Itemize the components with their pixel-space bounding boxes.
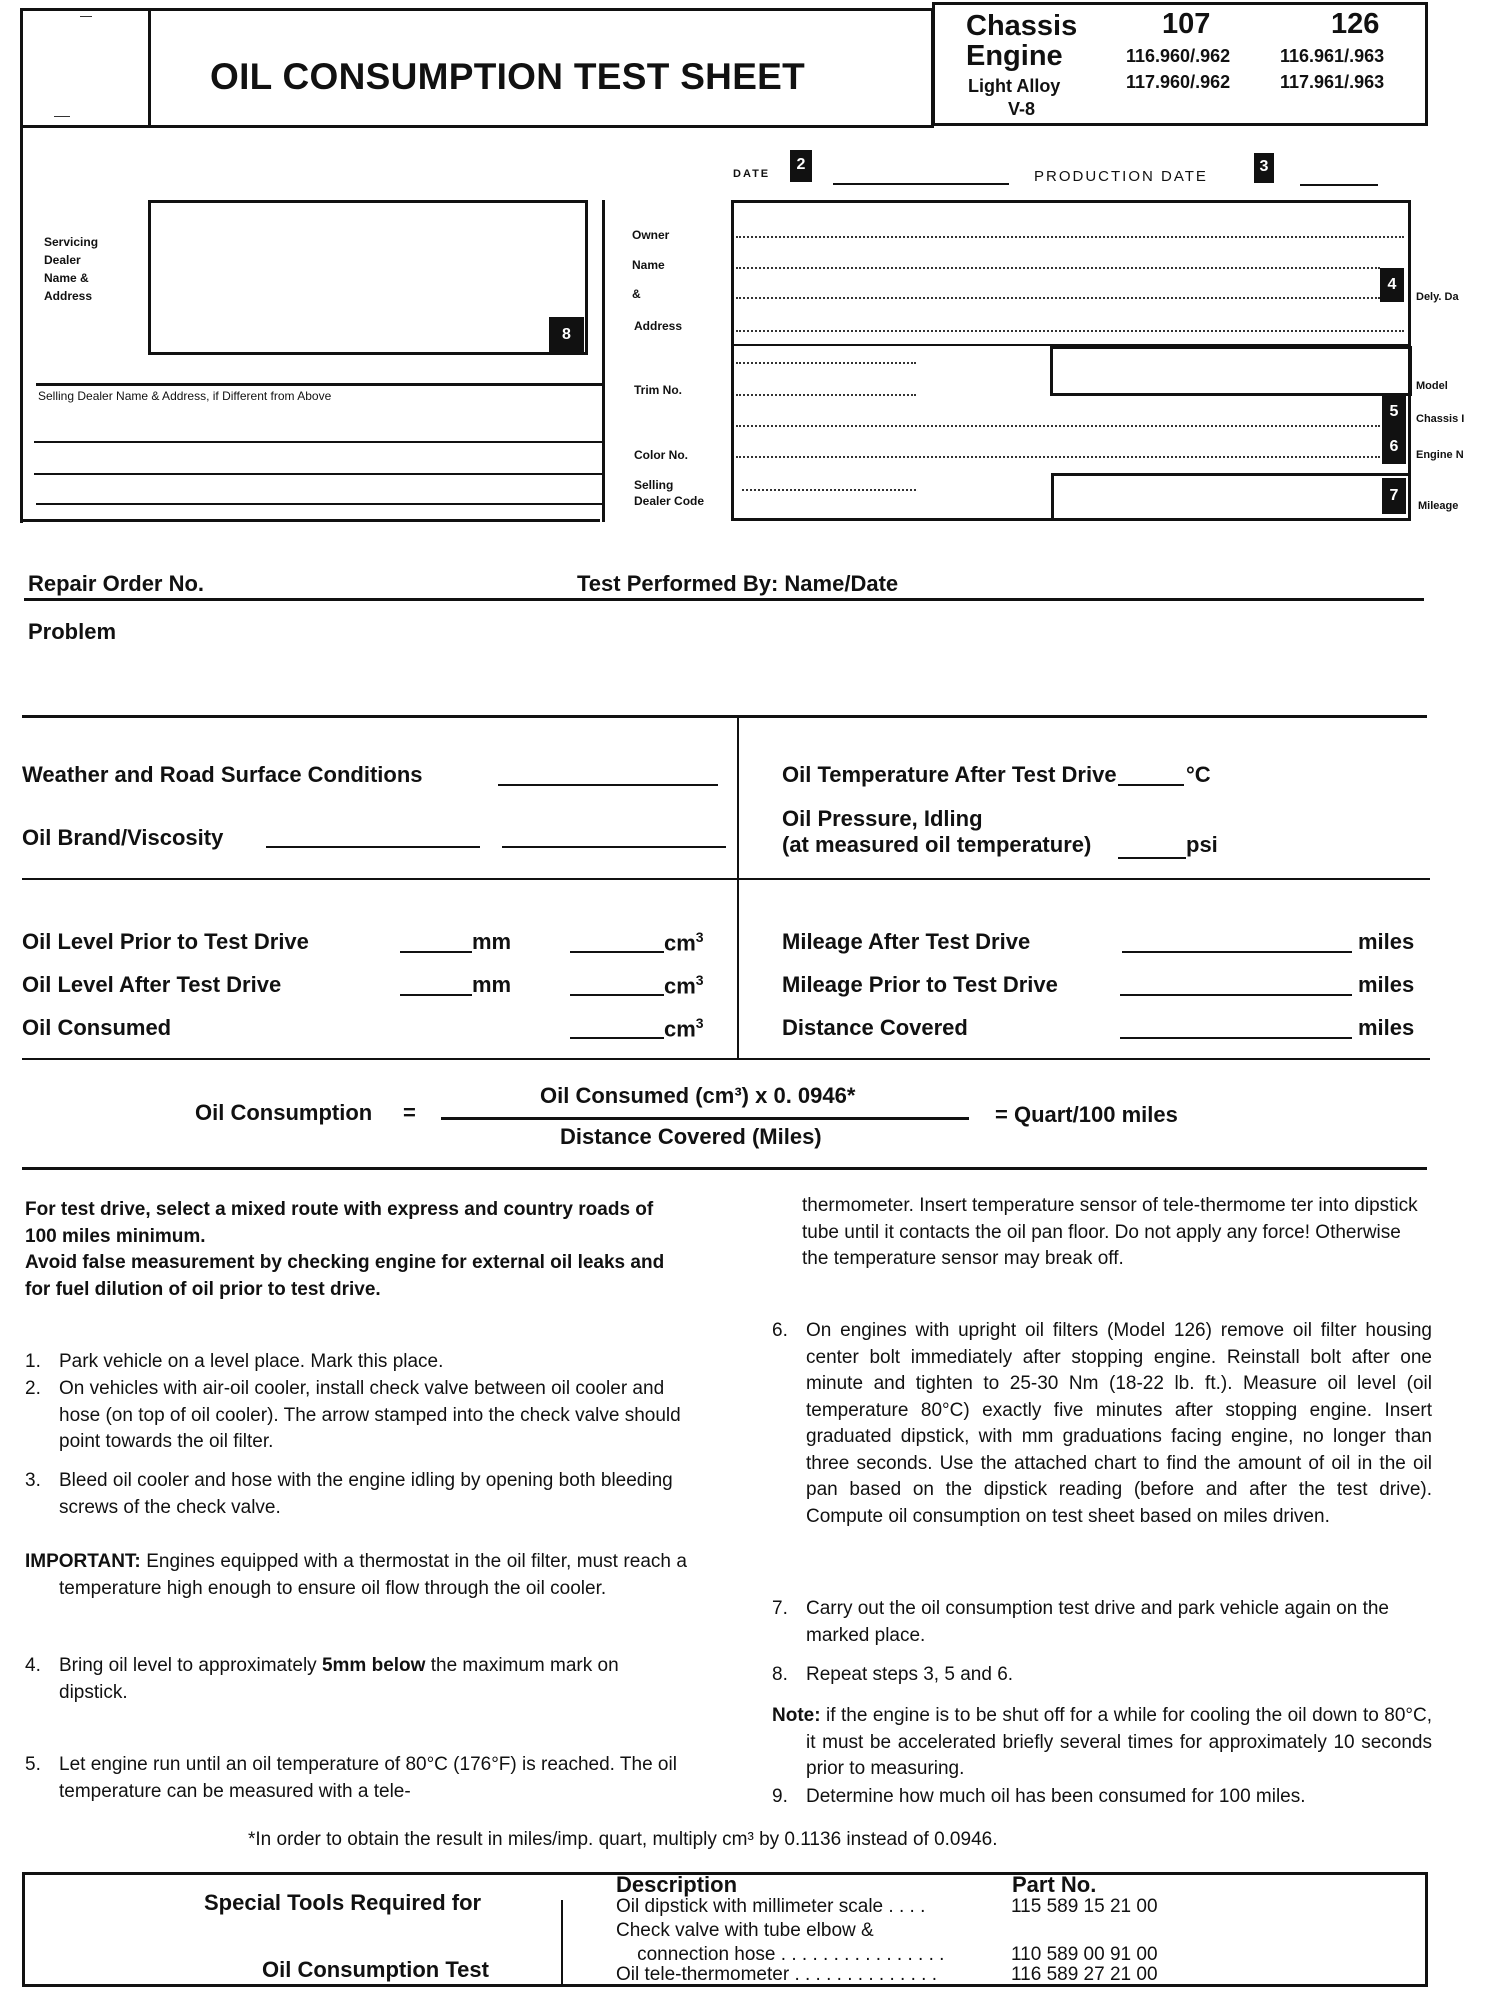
address-line[interactable]: [736, 330, 1404, 332]
step-7: 7. Carry out the oil consumption test drive and park vehicle again on the marked place.: [772, 1598, 1389, 1646]
measurements-bottom: [22, 1058, 1430, 1060]
formula-rhs: = Quart/100 miles: [995, 1102, 1178, 1127]
delivery-label: Dely. Da: [1416, 291, 1459, 303]
oil-pressure-label-2: (at measured oil temperature): [782, 832, 1092, 857]
formula-eq: =: [403, 1100, 416, 1125]
formula-numerator: Oil Consumed (cm³) x 0. 0946*: [540, 1083, 856, 1108]
oil-level-prior-mm-unit: mm: [472, 929, 512, 954]
oil-pressure-label-1: Oil Pressure, Idling: [782, 806, 983, 831]
mileage-tag: 7: [1382, 478, 1406, 514]
mileage-after-field[interactable]: [1122, 951, 1352, 953]
oil-pressure-field[interactable]: [1118, 857, 1186, 859]
oil-level-after-mm-unit: mm: [472, 972, 512, 997]
tools-title-1: Special Tools Required for: [204, 1890, 482, 1915]
chassis-107: 107: [1162, 8, 1211, 40]
step-5-continued: thermometer. Insert temperature sensor of tele-thermome ter into dipstick tube until it contacts the oil pan floor. Do not apply any force! Otherwise the temperature sensor may break off.: [802, 1195, 1418, 1269]
step-1: 1. Park vehicle on a level place. Mark this place.: [25, 1351, 444, 1372]
servicing-dealer-tag: 8: [549, 317, 584, 353]
delivery-tag: 4: [1380, 268, 1404, 302]
formula-denominator: Distance Covered (Miles): [560, 1124, 822, 1149]
selling-dealer-line-3[interactable]: [36, 503, 602, 505]
color-label: Color No.: [634, 448, 688, 462]
header-divider: [148, 8, 151, 128]
name-line[interactable]: [736, 267, 1380, 269]
chassis-126: 126: [1331, 8, 1380, 40]
servicing-dealer-label: Servicing Dealer Name & Address: [44, 235, 99, 303]
step-2: 2. On vehicles with air-oil cooler, install check valve between oil cooler and hose (on top of oil cooler). The arrow stamped into the check valve should point towards the oil filter.: [25, 1378, 681, 1452]
step-5: 5. Let engine run until an oil temperature of 80°C (176°F) is reached. The oil temperature can be measured with a tele-: [25, 1754, 677, 1802]
mileage-field[interactable]: [1051, 473, 1411, 521]
oil-viscosity-field[interactable]: [502, 846, 726, 848]
step-9: 9. Determine how much oil has been consumed for 100 miles.: [772, 1786, 1306, 1807]
step-4: 4. Bring oil level to approximately 5mm below the maximum mark on dipstick.: [25, 1655, 619, 1703]
step-8: 8. Repeat steps 3, 5 and 6.: [772, 1664, 1014, 1685]
formula-bottom: [22, 1167, 1427, 1170]
mileage-after-unit: miles: [1358, 929, 1415, 954]
chassis-no-label: Chassis I: [1416, 413, 1465, 425]
corner-mark: [54, 116, 70, 117]
production-date-label: PRODUCTION DATE: [1034, 168, 1208, 185]
selling-dealer-label: Selling Dealer Name & Address, if Different from Above: [38, 389, 332, 403]
oil-consumed-cm3[interactable]: [570, 1037, 664, 1039]
oil-level-after-label: Oil Level After Test Drive: [22, 972, 282, 997]
important-note: IMPORTANT: Engines equipped with a thermostat in the oil filter, must reach a temperature high enough to ensure oil flow through the oil cooler.: [25, 1551, 687, 1599]
weather-label: Weather and Road Surface Conditions: [22, 762, 423, 787]
model-label: Model: [1416, 380, 1448, 392]
tools-part-header: Part No.: [1012, 1872, 1097, 1897]
trim-line-1[interactable]: [736, 362, 916, 364]
oil-temp-label: Oil Temperature After Test Drive: [782, 762, 1117, 787]
intro-route: For test drive, select a mixed route with express and country roads of 100 miles minimum.: [25, 1199, 654, 1247]
mileage-label: Mileage: [1418, 500, 1459, 512]
ampersand-label: &: [632, 287, 641, 301]
tool-row-1-part: 115 589 15 21 00: [1011, 1896, 1158, 1917]
tool-row-4-part: 116 589 27 21 00: [1011, 1964, 1158, 1985]
production-date-tag: 3: [1254, 153, 1274, 183]
oil-level-prior-mm[interactable]: [400, 951, 472, 953]
chassis-label: Chassis: [966, 10, 1078, 42]
intro-avoid: Avoid false measurement by checking engine for external oil leaks and for fuel dilution of oil prior to test drive.: [25, 1252, 665, 1300]
production-date-field[interactable]: [1300, 184, 1378, 186]
oil-level-prior-cm3[interactable]: [570, 951, 664, 953]
step-6: 6. On engines with upright oil filters (Model 126) remove oil filter housing center bolt immediately after stopping engine. Reinstall bolt after one minute and tighten to 25-30 Nm (18-22 lb. ft.). Measure oil level (oil temperature 80°C) exactly five minutes after stopping engine. Insert graduated dipstick, with mm graduations facing engine, no longer than three seconds. Use the attached chart to find the amount of oil in the oil pan based on the dipstick reading (before and after the test drive). Compute oil consumption on test sheet based on miles driven.: [772, 1320, 1432, 1527]
mileage-prior-unit: miles: [1358, 972, 1415, 997]
page-title: OIL CONSUMPTION TEST SHEET: [210, 56, 806, 97]
info-bottom: [20, 519, 600, 522]
info-center-divider: [602, 200, 605, 522]
engine-107-2: 117.960/.962: [1126, 72, 1231, 92]
oil-level-after-mm[interactable]: [400, 994, 472, 996]
tools-title-2: Oil Consumption Test: [262, 1957, 489, 1982]
oil-level-after-cm3-unit: $cm^3$: [664, 972, 704, 999]
engine-126-1: 116.961/.963: [1280, 46, 1385, 66]
trim-label: Trim No.: [634, 383, 683, 397]
tool-row-3-desc: connection hose . . . . . . . . . . . . . . . .: [616, 1944, 945, 1965]
tool-row-4-desc: Oil tele-thermometer . . . . . . . . . . . . . .: [616, 1964, 937, 1985]
selling-dealer-line-1[interactable]: [34, 441, 602, 443]
tools-desc-header: Description: [616, 1872, 738, 1897]
color-line[interactable]: [736, 456, 1380, 458]
weather-field[interactable]: [498, 784, 718, 786]
engine-no-label: Engine N: [1416, 449, 1464, 461]
selling-code-line[interactable]: [742, 489, 916, 491]
corner-mark: [80, 16, 92, 17]
note: Note: if the engine is to be shut off for a while for cooling the oil down to 80°C, it must be accelerated briefly several times for approximately 10 seconds prior to measuring.: [772, 1705, 1432, 1779]
footnote: *In order to obtain the result in miles/imp. quart, multiply cm³ by 0.1136 instead of 0.0946.: [248, 1829, 998, 1850]
chassis-no-tag: 5: [1382, 394, 1406, 430]
problem-line[interactable]: [22, 715, 1427, 718]
mileage-after-label: Mileage After Test Drive: [782, 929, 1031, 954]
light-alloy-label: Light Alloy: [968, 76, 1061, 96]
date-field[interactable]: [833, 183, 1009, 185]
problem-label: Problem: [28, 619, 117, 644]
ampersand-line[interactable]: [736, 297, 1380, 299]
owner-line[interactable]: [736, 236, 1404, 238]
date-tag: 2: [790, 150, 812, 182]
selling-dealer-top: [36, 383, 604, 386]
formula-fraction-bar: [441, 1117, 969, 1120]
chassis-no-line[interactable]: [736, 425, 1380, 427]
engine-126-2: 117.961/.963: [1280, 72, 1385, 92]
distance-covered-label: Distance Covered: [782, 1015, 968, 1040]
conditions-bottom: [22, 878, 1430, 880]
tools-divider: [561, 1900, 563, 1985]
repair-order-line[interactable]: [24, 598, 1424, 601]
tool-row-2-desc: Check valve with tube elbow &: [616, 1920, 874, 1941]
address-label: Address: [634, 319, 683, 333]
date-label: DATE: [733, 168, 771, 180]
v8-label: V-8: [1008, 99, 1036, 119]
oil-consumed-cm3-unit: $cm^3$: [664, 1015, 704, 1042]
distance-covered-unit: miles: [1358, 1015, 1415, 1040]
oil-level-after-cm3[interactable]: [570, 994, 664, 996]
trim-line-2[interactable]: [736, 394, 916, 396]
selling-code-label: Selling Dealer Code: [634, 478, 705, 508]
name-label: Name: [632, 258, 665, 272]
model-field[interactable]: [1050, 346, 1412, 396]
conditions-divider: [737, 715, 739, 1060]
selling-dealer-line-2[interactable]: [34, 473, 602, 475]
oil-level-prior-cm3-unit: $cm^3$: [664, 929, 704, 956]
engine-no-tag: 6: [1382, 430, 1406, 464]
mileage-prior-field[interactable]: [1120, 994, 1352, 996]
distance-covered-field[interactable]: [1120, 1037, 1352, 1039]
engine-107-1: 116.960/.962: [1126, 46, 1231, 66]
formula-lhs: Oil Consumption: [195, 1100, 373, 1125]
left-border: [20, 128, 23, 523]
tool-row-1-desc: Oil dipstick with millimeter scale . . . .: [616, 1896, 926, 1917]
oil-consumed-label: Oil Consumed: [22, 1015, 172, 1040]
oil-pressure-unit: psi: [1186, 832, 1218, 857]
oil-brand-label: Oil Brand/Viscosity: [22, 825, 224, 850]
servicing-dealer-field[interactable]: [148, 200, 588, 355]
owner-label: Owner: [632, 228, 670, 242]
tool-row-3-part: 110 589 00 91 00: [1011, 1944, 1158, 1965]
step-3: 3. Bleed oil cooler and hose with the engine idling by opening both bleeding screws of the check valve.: [25, 1470, 673, 1518]
repair-order-label: Repair Order No.: [28, 571, 205, 596]
engine-label: Engine: [966, 40, 1063, 72]
test-performed-label: Test Performed By: Name/Date: [577, 571, 899, 596]
mileage-prior-label: Mileage Prior to Test Drive: [782, 972, 1058, 997]
oil-temp-field[interactable]: [1118, 784, 1184, 786]
oil-temp-unit: °C: [1186, 762, 1211, 787]
oil-level-prior-label: Oil Level Prior to Test Drive: [22, 929, 309, 954]
oil-brand-field[interactable]: [266, 846, 480, 848]
